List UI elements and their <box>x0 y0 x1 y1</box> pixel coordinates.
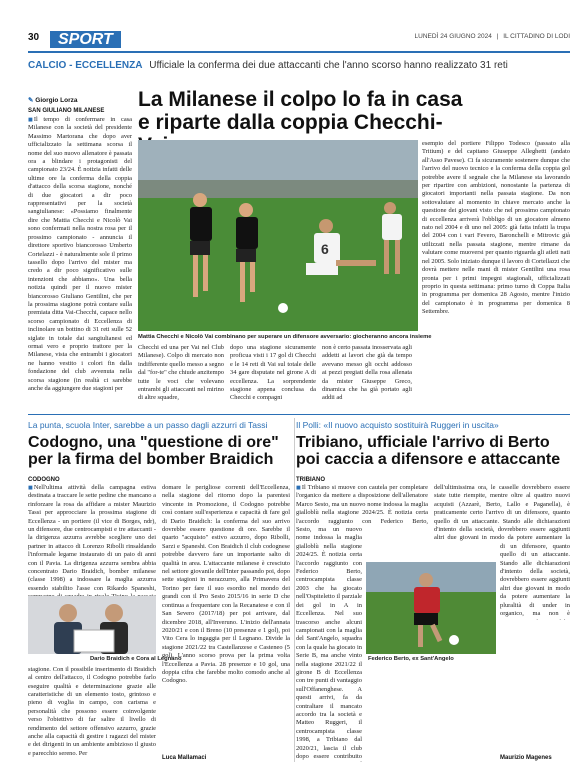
right-col2-continued: di un difensore, quanto quello di un attaccante. Stando alle dichiarazioni d'intento della società, dovrebbero essere aggiunti altri due giovani in modo da potere aumentare la pluralità di under in organico, ma non è <box>500 542 570 618</box>
right-col1-narrow <box>296 526 362 762</box>
page-number: 30 <box>28 32 40 43</box>
right-author: Maurizio Magenes <box>500 755 552 761</box>
left-author: Luca Mallamaci <box>162 755 207 761</box>
top-col1 <box>28 116 132 408</box>
top-col1-text: Il tempo di confermare in casa Milanese con la società del presidente Massimo Martorana che dopo aver ufficializzato la settimana scorsa il nome del suo nuovo allenatore è passata ora a blindare i protagonisti del campionato 23/24. È notizia infatti delle ultime ore la conferma della coppia d'attacco della scorsa stagione, nonché di due giocatori a dir poco rappresentativi per la società sangiulianese: «Possiamo finalmente dire che Mattia Checchi e Nicolò Vai sono confermati nella nostra rosa per il prossimo campionato - annuncia il direttore sportivo biancorosso Umberto Cortelazzi - è naturalmente sole il primo tassello dopo l'arrivo del mister ma credo a dir poco significativo sulle intenzioni che abbiamo». Una bella notizia quindi per il nuovo mister biancorosso Giuliano Gentilini, che per la prossima stagione potrà contare sulla premiata ditta Vai-Checchi, capace nello scorso campionato di Eccellenza di inclinolare un bottino di 31 reti sulle 52 siglate in totale dai sangiulianesi ed ormai vero e proprio trattore per la Milanese, vista che entrambi i giocatori ne hanno vestito i colori fin dalla fondazione del club avvenuta nella scorsa stagione (in realtà ci sarebbe anche da aggiungere due stagioni per <box>28 116 132 392</box>
left-title: Codogno, una "questione di ore" per la firma del bomber Braidich <box>28 434 279 468</box>
left-caption: Dario Braidich e Cora al Legnano <box>90 656 182 662</box>
separator: | <box>496 33 499 40</box>
right-col1-continued: Sesto, ma un nuovo nome indossa la maglia gialloblù nella stagione 2024/25. È notizia certa l'accordo raggiunto con Federico Berto, centrocampista classe 2003 che ha giocato nell'Ospiteletto il parziale dei gol in A in Eccellenza. Nel suo trascorso anche alcuni campionati con la maglia del Sant'Angelo, squadra con la quale ha giocato in Serie B, ma anche vinto nella stagione 2021/22 il girone B di Eccellenza con tre punti di vantaggio sull'Offanenghese. A questi arrivi, fa da contraltare il mancato accordo tra la società e Matteo Ruggeri, il centrocampista classe 1998, a Tribiano dal 2020/21, lascia il club dopo essere contribuito <box>296 526 362 760</box>
section-divider <box>28 414 570 415</box>
left-photo <box>28 596 156 654</box>
top-photo <box>138 140 418 331</box>
author-icon: ✎ <box>28 97 36 104</box>
bullet-icon: ■ <box>28 116 33 124</box>
left-col1-top <box>28 484 156 600</box>
left-col1-text: Nell'ultima attività della campagna estiva destinata a traccare le sette pedine che mancano a rinforzare la rosa da affidare a mister Maurizio Tassi per approcciare la prossima stagione di Eccellenza - un portiere (il vice di Borges, ndr), un difensore, due centrocampisti e tre attaccanti - la dirigenza azzurra avrebbe scegliere uno dei partner in attacco di Lorenzo Ribolli rinsaldando l'informale legame instaurato di un paio di anni con il Pavia. La dirigenza azzurra sembra abbia concentrato Dario Braidich, bomber milanese (classe 1998) a indossare la maglia azzurra essendo stabilito l'asse con Rikardo Spaneshi, <box>28 484 156 592</box>
right-col1-top <box>296 484 428 526</box>
right-col2-bottom <box>366 666 570 750</box>
svg-text:6: 6 <box>321 241 329 257</box>
top-dateline: SAN GIULIANO MILANESE <box>28 108 105 114</box>
bullet-icon: ■ <box>296 484 301 492</box>
right-photo <box>366 562 496 654</box>
left-col1-bottom <box>28 666 156 762</box>
left-col2: domare le perigliose correnti dell'Eccellenza, nella stagione del ritorno dopo la parentesi vincente in Promozione, il Codogno potrebbe così contare sull'esperienza e capacità di fare gol di Dario Braidich: la conferma del suo arrivo dovrebbe essere questione di ore. Sarebbe il quarto "acquisto" estivo azzurro, dopo Ribolli, Sarzi e Spaneshi. Con Braidich il club codognese potrebbe davvero fare un importante salto di qualità in area. L'attaccante milanese è cresciuto nel settore giovanile dell'Inter passando poi, dopo sette stagioni in nerazzurro, alla Primavera del Torino per fare il suo esordio nel mondo dei grandi con il Pro Sesto 2015/16 in serie D che continua a frequentare con la Recanatese e con il San Severo (2017/18) per poi arrivare, dal dicembre 2018, all'Inveruno. L'inizio dell'annata 2020/21 e con il Breno (10 presenze e 1 gol), poi Vito Cera lo ingaggia per il Legnano. Divide la stagione 2021/22 tra Castellanzese e Casteneo (5 gol). L'anno scorso prova per la prima volta l'Eccellenza a Pavia. 28 presenze e 10 gol, una doppia cifra che farebbe molto comodo anche al Codogno. <box>162 484 290 685</box>
header-date <box>415 33 570 40</box>
top-col2: Checchi ed una per Vai nel Club Milanese). Colpo di mercato non indifferente quello messo a segno dal "for-te" che chiude anzitempo tutte le voci che volevano entrambi gli attaccanti nel mirino di altre squadre, <box>138 344 224 402</box>
header-rule <box>28 51 570 53</box>
right-dateline: TRIBIANO <box>296 477 325 483</box>
top-col3: dopo una stagione sicuramente proficua visti i 17 gol di Checchi e le 14 reti di Vai sul totale delle 34 gare disputate nel girone A di eccellenza. La sorprendente stagione appena conclusa da Checchi e compagni <box>230 344 316 402</box>
right-kicker: Il Polli: «Il nuovo acquisto sostituirà Ruggeri in uscita» <box>296 420 499 430</box>
top-caption: Mattia Checchi e Nicolò Vai combinano per superare un difensore avversario: giocheranno ancora insieme <box>138 334 432 340</box>
right-col2-top <box>434 484 570 542</box>
top-subtitle: Ufficiale la conferma dei due attaccanti che l'anno scorso hanno realizzato 31 reti <box>149 60 508 71</box>
top-author <box>28 96 78 104</box>
right-col2-narrow <box>500 542 570 620</box>
left-kicker: La punta, scuola Inter, sarebbe a un passo dagli azzurri di Tassi <box>28 420 268 430</box>
section-label: SPORT <box>50 31 121 48</box>
top-kicker-row <box>28 60 570 72</box>
football-match-image <box>138 140 418 331</box>
bullet-icon: ■ <box>28 484 33 492</box>
date: LUNEDÌ 24 GIUGNO 2024 <box>414 33 492 40</box>
vertical-divider <box>294 418 295 762</box>
top-col4: non è certo passata inosservata agli addetti ai lavori che già da tempo avevano messo gli occhi addosso ai pezzi pregiati della rosa allenata da mister Giuseppe Greco, dinamica che ha già portato agli addii ad <box>322 344 412 402</box>
right-caption: Federico Berto, ex Sant'Angelo <box>368 656 454 662</box>
right-col2-text: dell'ultimissima ora, le casselle dovrebbero essere state tutte riempite, mentre oltre al quattro nuovi acquisti (Azzarè, Berto, Lallo e Paganella), è praticamente certo l'arrivo di un difensore, quanto quello di un attaccante. Stando alle dichiarazioni d'intento della società, dovrebbero essere aggiunti altri due giovani in modo da potere aumentare la <box>434 484 570 542</box>
top-col5: esempio del portiere Filippo Todesco (passato alla Tritium) e del capitano Giuseppe Alleghetti (andato all'Asso Pavese). Ci fa sicuramente sostenere dunque che l'arrivo del nuovo tecnico e la conferma della coppia gol potrebbe avere il segnale che la Milanese sta lavorando per ripartire con ambizioni, nonostante la partenza di giocatori importanti nella passata stagione. Da non sottovalutare al momento in chiave mercato anche la questione dei giovani visto che nel prossimo campionato di eccellenza arriverà l'obbligo di un giocatore almeno nato nel 2004 e di uno nel 2005: già fatta infatti la trupa del 2004 con i vari Fevero, Baronchelli e Mitrovic già utilizzati nella passata stagione, mentre rimane da valutare come muoversi per quanto riguarda gli atleti nati nel 2005. Solo iniziato dunque il lavoro di Cortellazzi che dovrà mettere nelle mani di mister Gentilini una rosa pronta per i primi impegni stagionali, ufficializzati proprio in questa settimana: primo turno di Coppa Italia in programma per domenica 28 Agosto, mentre l'inizio del campionato è in programma per domenica 8 Settembre. <box>422 140 570 316</box>
right-col1-text: Il Tribiano si muove con cautela per completare l'organico da mettere a disposizione dell'allenatore Marco Sesto, ma un nuovo nome indossa la maglia gialloblù nella stagione 2024/25. È notizia certa l'accordo raggiunto con Federico Berto, <box>296 484 428 525</box>
left-dateline: CODOGNO <box>28 477 60 483</box>
newspaper-name: IL CITTADINO DI LODI <box>503 33 570 40</box>
player-action-image <box>366 562 496 654</box>
top-kicker: CALCIO - ECCELLENZA <box>28 60 143 71</box>
right-title: Tribiano, ufficiale l'arrivo di Berto poi caccia a difensore e attaccante <box>296 434 561 468</box>
author-name: Giorgio Lorza <box>35 97 78 104</box>
left-col1-continued: stagione. Con il possibile inserimento di Braidich al centro dell'attacco, il Codogno potrebbe farlo eseguire qualità e determinazione grazie alle caratteristiche di un elemento tosto, grintoso e pieno di voglia in campo, con carisma e personalità che possono essere coinvolgente verso l'obiettivo di far salire il livello di rendimento del settore offensivo azzurro, grazie anche alla capacità di gestire i ragazzi del mister e dei dirigenti in un ambiente ambizioso il giusto e parecchio sereno. Per <box>28 666 156 757</box>
player-signing-image <box>28 596 156 654</box>
top-title: La Milanese il colpo lo fa in casa e riparte dalla coppia Checchi- <box>138 88 463 134</box>
